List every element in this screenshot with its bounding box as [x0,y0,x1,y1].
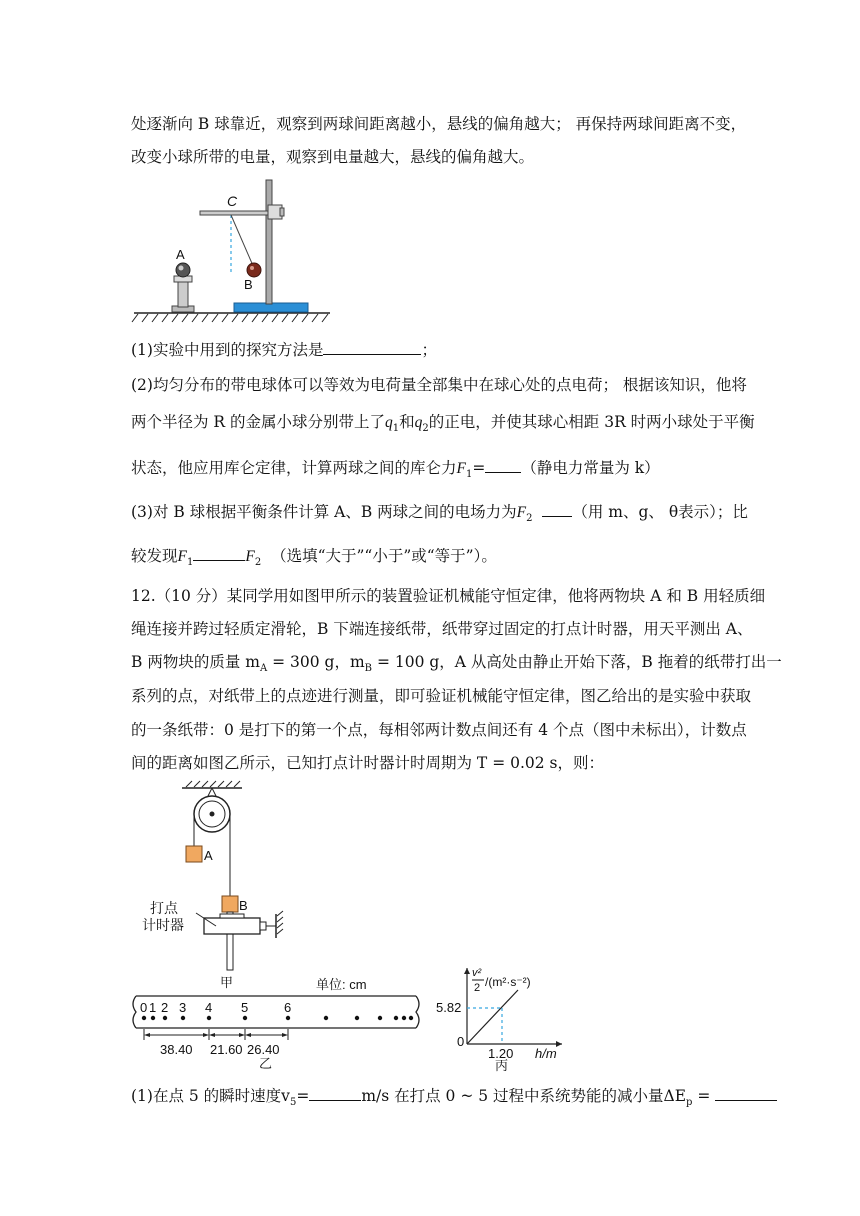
symbol-f1: F [456,460,466,477]
tape-point-label-6: 6 [284,1000,292,1015]
symbol-q1-sub: 1 [392,423,400,435]
q11-part1 [131,338,437,360]
q11-part2-line2-end: 的正电，并使其球心相距 3R 时两小球处于平衡 [428,413,755,431]
q12-line-3 [131,650,782,674]
intro-line-2: 改变小球所带的电量，观察到电量越大，悬线的偏角越大。 [131,148,535,166]
x-axis-label: h/m [535,1046,557,1061]
figure-yi-caption: 乙 [259,1056,273,1070]
q12-part1-eq: = [296,1087,310,1105]
tape-point-label-0: 0 [140,1000,148,1015]
symbol-q1: q [385,414,393,431]
distance-label-3: 26.40 [247,1042,280,1057]
q12-part1-text: (1)在点 5 的瞬时速度v [131,1087,290,1105]
answer-blank-f2[interactable] [542,502,572,517]
block-a-label: A [204,848,213,863]
pulley-apparatus-figure [136,780,316,992]
symbol-q2: q [414,414,423,431]
figure-bing-caption: 丙 [495,1058,509,1072]
point-c-label: C [227,193,238,209]
energy-graph-figure [432,962,572,1072]
q12-line-5: 的一条纸带：0 是打下的第一个点，每相邻两计数点间还有 4 个点（图中未标出），计数点 [131,721,747,739]
q11-part3-line1-text: (3)对 B 球根据平衡条件计算 A、B 两球之间的电场力为 [131,503,517,521]
tape-unit-label: 单位: cm [316,977,367,992]
q12-line-6: 间的距离如图乙所示，已知打点计时器计时周期为 T = 0.02 s，则： [131,754,605,772]
q12-line3-sub-b: B [364,663,373,675]
conj-and: 和 [399,413,415,431]
y-value-label: 5.82 [436,1000,462,1015]
q11-part2-line2-text: 两个半径为 R 的金属小球分别带上了 [131,413,386,431]
q11-part3-line2-text: 较发现 [131,547,178,565]
q12-part1-mid: m/s 在打点 0 ~ 5 过程中系统势能的减小量ΔE [361,1087,687,1105]
q12-part1 [131,1084,777,1108]
answer-blank-ep[interactable] [715,1086,777,1101]
q12-line-4: 系列的点，对纸带上的点迹进行测量，即可验证机械能守恒定律，图乙给出的是实验中获取 [131,687,752,705]
x-value-label: 1.20 [488,1046,514,1061]
compare-f2-sub: 2 [254,557,262,569]
distance-label-1: 38.40 [160,1042,193,1057]
q12-ep-sub: p [686,1097,693,1109]
symbol-f2: F [516,504,527,521]
tape-point-label-5: 5 [241,1000,249,1015]
timer-label-2: 计时器 [142,917,184,933]
tape-point-label-1: 1 [149,1000,157,1015]
compare-f2: F [245,548,255,565]
q11-part2-line3-text: 状态，他应用库仑定律，计算两球之间的库仑力 [131,459,457,477]
ball-a-label: A [176,247,185,262]
y-axis-unit: /(m²·s⁻²) [485,975,531,989]
tape-point-label-4: 4 [205,1000,213,1015]
distance-label-2: 21.60 [210,1042,243,1057]
q12-line-1: 12.（10 分）某同学用如图甲所示的装置验证机械能守恒定律，他将两物块 A 和 B 用轻质细 [131,587,766,605]
q12-part1-end: = [692,1087,716,1105]
figure-jia-caption: 甲 [220,975,234,990]
compare-f1-sub: 1 [186,557,194,569]
compare-f1: F [177,548,187,565]
origin-label: 0 [457,1034,465,1049]
q11-part3-line1-end: （用 m、g、 θ表示）；比 [572,503,748,521]
timer-label-1: 打点 [150,900,178,916]
q12-line-2: 绳连接并跨过轻质定滑轮，B 下端连接纸带，纸带穿过固定的打点计时器，用天平测出 A、 [131,620,753,638]
intro-line-1: 处逐渐向 B 球靠近，观察到两球间距离越小，悬线的偏角越大； 再保持两球间距离不变， [131,115,747,133]
answer-blank-f1[interactable] [485,458,521,473]
answer-blank-method[interactable] [323,340,421,355]
q11-part3-line2 [131,544,497,568]
q11-part3-line2-end: （选填“大于”“小于”或“等于”）。 [271,547,497,565]
ball-b-label: B [244,277,253,292]
tape-point-label-2: 2 [161,1000,169,1015]
q12-line3-sub-a: A [259,663,268,675]
q11-part2-line3-end: （静电力常量为 k） [521,459,660,477]
q11-part2-line1: (2)均匀分布的带电球体可以等效为电荷量全部集中在球心处的点电荷； 根据该知识，他将 [131,376,747,394]
q12-line3-c: = 100 g，A 从高处由静止开始下落，B 拖着的纸带打出一 [372,653,782,671]
q11-part1-end: ； [421,341,437,359]
q12-line3-b: = 300 g，m [267,653,365,671]
y-axis-numerator: v² [472,967,482,979]
q11-part2-line2 [131,410,755,434]
y-axis-denominator: 2 [474,982,481,994]
tape-point-label-3: 3 [179,1000,187,1015]
symbol-q2-sub: 2 [422,423,429,435]
answer-blank-v5[interactable] [309,1086,361,1101]
block-b-label: B [239,898,248,913]
q11-part1-text: (1)实验中用到的探究方法是 [131,341,324,359]
q12-line3-a: B 两物块的质量 m [131,653,260,671]
q11-part2-line3 [131,456,660,480]
symbol-f1-sub: 1 [465,469,473,481]
paper-tape-figure [126,972,432,1070]
equals-sign: = [472,459,486,477]
q11-part3-line1 [131,500,748,524]
symbol-f2-sub: 2 [526,513,533,525]
answer-blank-compare[interactable] [193,546,245,561]
coulomb-apparatus-figure [130,176,335,326]
q12-v5-sub: 5 [289,1097,297,1109]
